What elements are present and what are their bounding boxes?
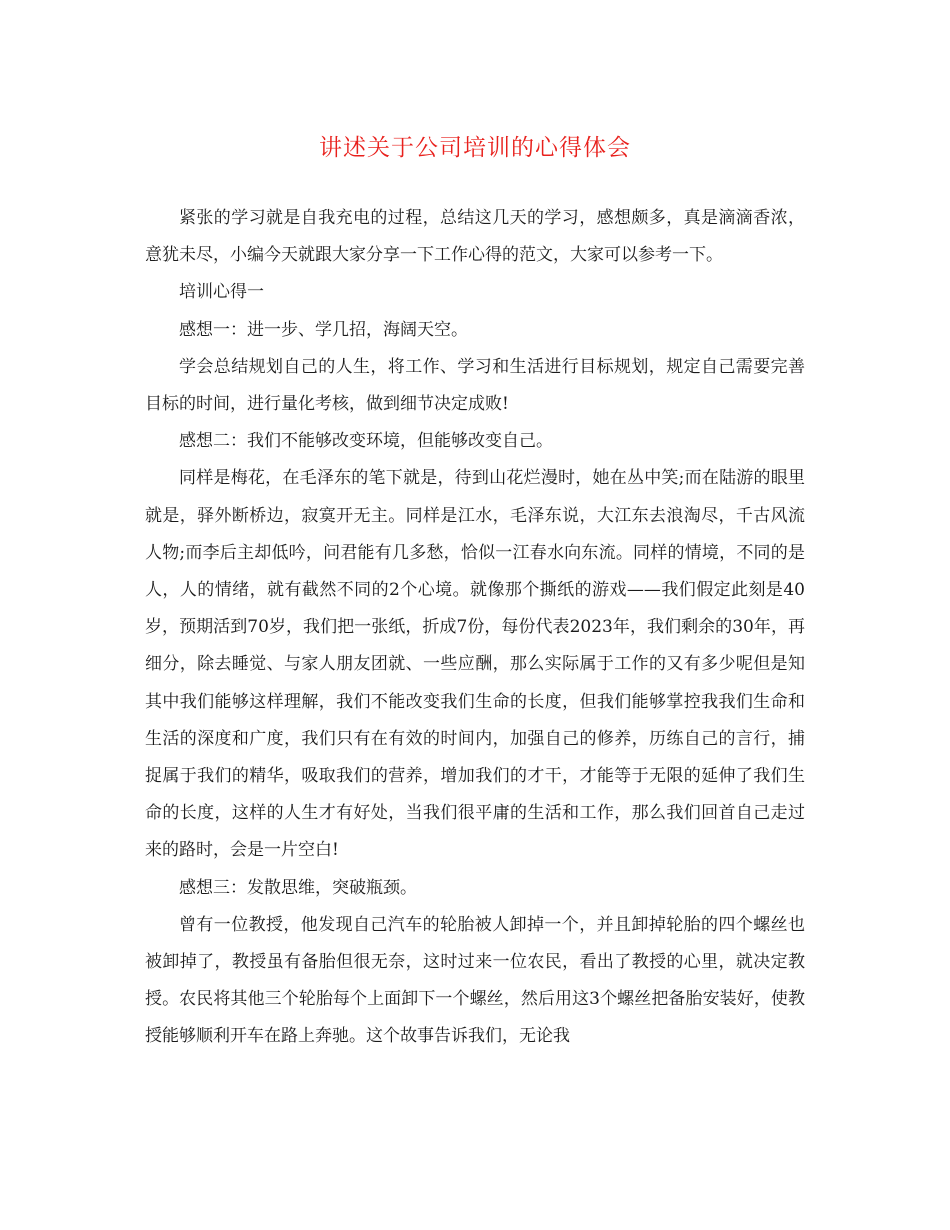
paragraph-intro: 紧张的学习就是自我充电的过程，总结这几天的学习，感想颇多，真是滴滴香浓，意犹未尽，小编今天就跟大家分享一下工作心得的范文，大家可以参考一下。	[145, 208, 805, 266]
heading-thought-1: 感想一：进一步、学几招，海阔天空。	[179, 319, 468, 340]
heading-thought-3: 感想三：发散思维，突破瓶颈。	[179, 877, 417, 898]
paragraph-thought-1: 学会总结规划自己的人生，将工作、学习和生活进行目标规划，规定自己需要完善目标的时间，进行量化考核，做到细节决定成败!	[145, 356, 805, 415]
document-title: 讲述关于公司培训的心得体会	[319, 135, 631, 161]
paragraph-thought-2: 同样是梅花，在毛泽东的笔下就是，待到山花烂漫时，她在丛中笑;而在陆游的眼里就是，驿外断桥边，寂寞开无主。同样是江水，毛泽东说，大江东去浪淘尽，千古风流人物;而李后主却低吟，问君能有几多愁，恰似一江春水向东流。同样的情境，不同的是人，人的情绪，就有截然不同的2个心境。就像那个撕纸的游戏——我们假定此刻是40岁，预期活到70岁，我们把一张纸，折成7份，每份代表2023年，我们剩余的30年，再细分，除去睡觉、与家人朋友团就、一些应酬，那么实际属于工作的又有多少呢但是知其中我们能够这样理解，我们不能改变我们生命的长度，但我们能够掌控我我们生命和生活的深度和广度，我们只有在有效的时间内，加强自己的修养，历练自己的言行，捕捉属于我们的精华，吸取我们的营养，增加我们的才干，才能等于无限的延伸了我们生命的长度，这样的人生才有好处，当我们很平庸的生活和工作，那么我们回首自己走过来的路时，会是一片空白!	[145, 468, 805, 861]
document-body	[145, 200, 805, 1056]
section-heading-training-1: 培训心得一	[179, 282, 264, 303]
heading-thought-2: 感想二：我们不能够改变环境，但能够改变自己。	[179, 431, 553, 452]
paragraph-thought-3: 曾有一位教授，他发现自己汽车的轮胎被人卸掉一个，并且卸掉轮胎的四个螺丝也被卸掉了，教授虽有备胎但很无奈，这时过来一位农民，看出了教授的心里，就决定教授。农民将其他三个轮胎每个上面卸下一个螺丝，然后用这3个螺丝把备胎安装好，使教授能够顺利开车在路上奔驰。这个故事告诉我们，无论我	[145, 914, 805, 1047]
